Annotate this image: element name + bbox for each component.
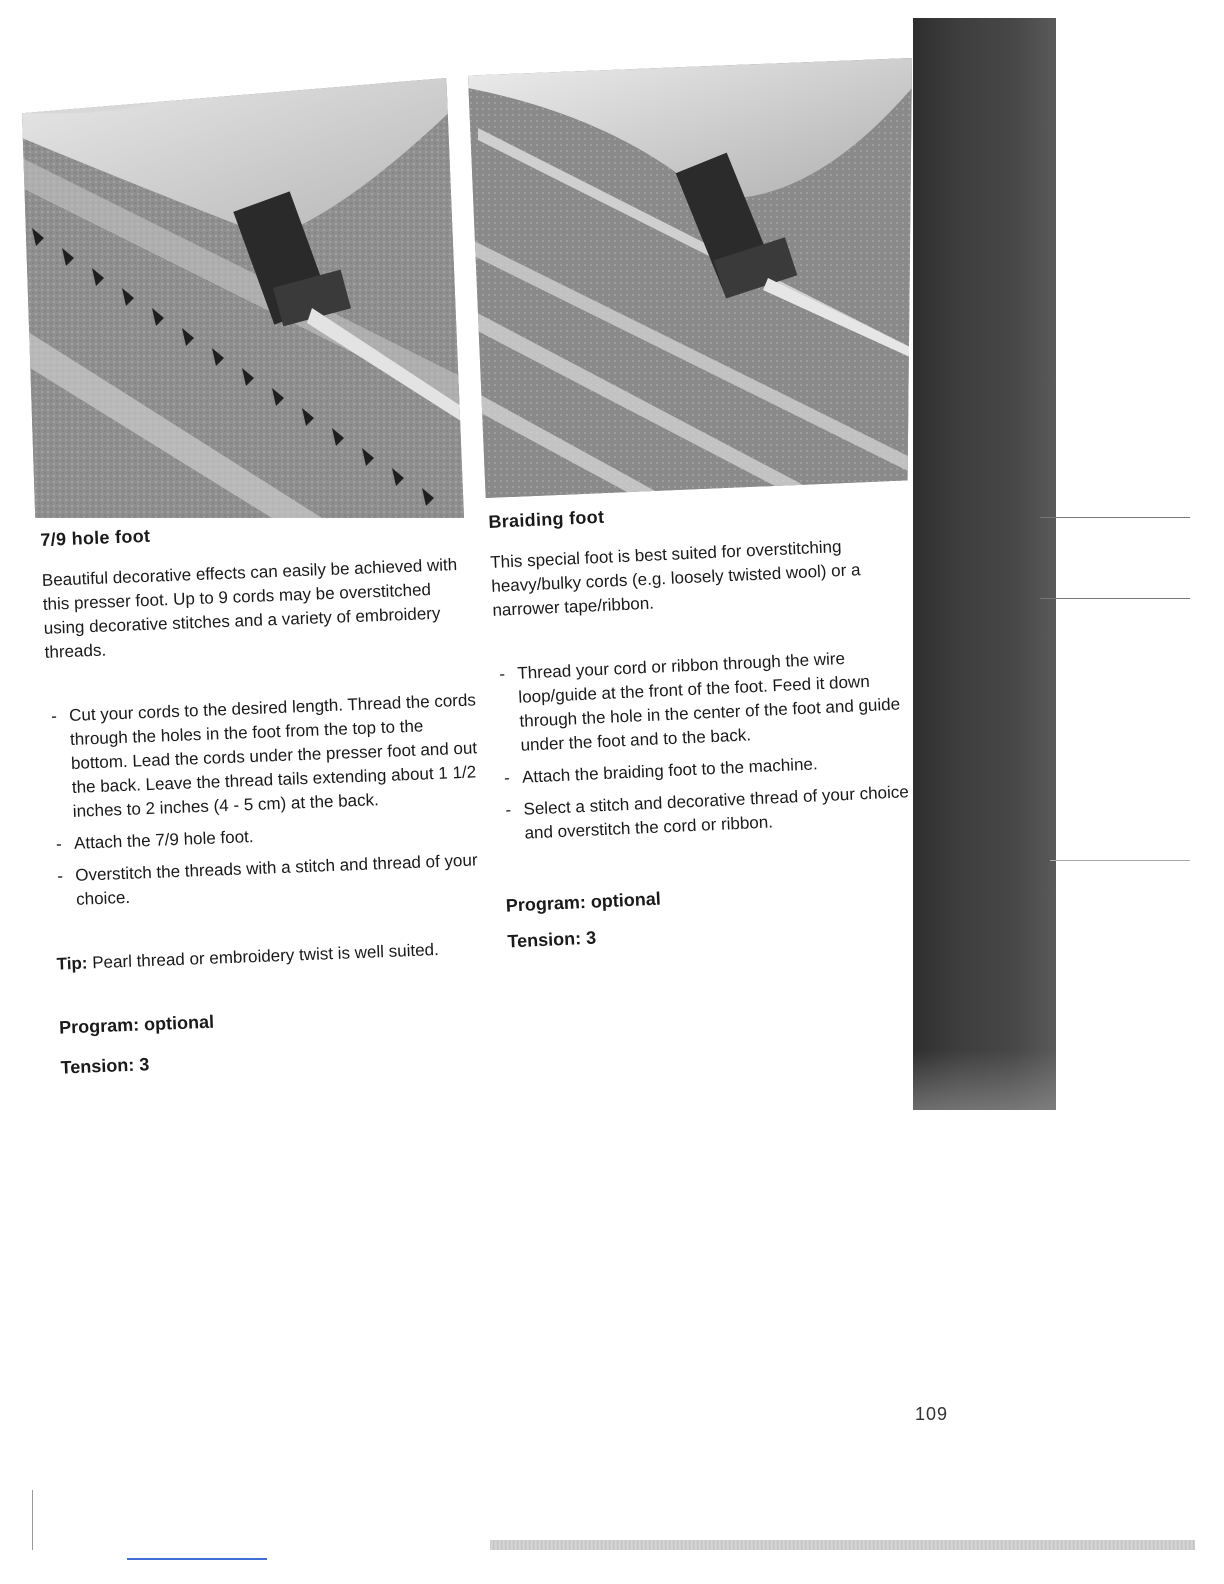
tip-text: Pearl thread or embroidery twist is well suited. [91, 940, 440, 973]
margin-rule [1040, 598, 1190, 599]
step-text: Select a stitch and decorative thread of your choice and overstitch the cord or ribbon. [523, 782, 910, 843]
step-item [47, 688, 481, 824]
side-tab-bar [913, 18, 1056, 1110]
step-marker: - [56, 866, 64, 886]
photo-7-9-hole-foot [22, 78, 464, 518]
step-marker: - [503, 768, 511, 788]
step-marker: - [50, 706, 58, 726]
program-setting: Program: optional [58, 1011, 215, 1038]
steps-list [47, 688, 485, 912]
tension-setting: Tension: 3 [507, 927, 597, 952]
step-marker: - [505, 800, 512, 820]
margin-rule [1050, 860, 1190, 861]
photo-braiding-foot [468, 58, 912, 498]
section-heading: Braiding foot [488, 506, 605, 532]
intro-paragraph: This special foot is best suited for overstitching heavy/bulky cords (e.g. loosely twisted wool) or a narrower tape/ribbon. [489, 537, 861, 620]
program-setting: Program: optional [505, 888, 662, 916]
step-text: Attach the braiding foot to the machine. [521, 754, 819, 787]
left-margin-line [32, 1490, 33, 1550]
tension-setting: Tension: 3 [60, 1054, 150, 1078]
page-number: 109 [915, 1404, 949, 1424]
section-heading: 7/9 hole foot [40, 525, 151, 550]
bottom-edge-strip [490, 1540, 1195, 1550]
step-text: Attach the 7/9 hole foot. [73, 827, 254, 853]
right-column-braiding-foot [488, 492, 938, 952]
step-item [501, 779, 933, 846]
step-marker: - [498, 664, 506, 684]
tip-label: Tip: [56, 953, 88, 974]
bottom-blue-line [127, 1558, 267, 1560]
step-text: Cut your cords to the desired length. Thread the cords through the holes in the foot from the top to the bottom. Lead the cords under the presser foot and out the back. Leave the thread tails extending about 1 1/2 inches to 2 inches (4 - 5 cm) at the back. [68, 690, 478, 821]
step-item [495, 643, 929, 758]
step-text: Thread your cord or ribbon through the wire loop/guide at the front of the foot. Feed it down through the hole in the center of the foot and guide under the foot and to the back. [516, 648, 901, 755]
step-text: Overstitch the threads with a stitch and thread of your choice. [74, 850, 478, 909]
margin-rule [1040, 517, 1190, 518]
intro-paragraph: Beautiful decorative effects can easily be achieved with this presser foot. Up to 9 cords may be overstitched using decorative stitches and a variety of embroidery threads. [41, 555, 458, 662]
steps-list [495, 643, 933, 846]
step-item [53, 848, 485, 912]
left-column-7-9-hole-foot [40, 513, 491, 1078]
step-marker: - [55, 834, 63, 854]
